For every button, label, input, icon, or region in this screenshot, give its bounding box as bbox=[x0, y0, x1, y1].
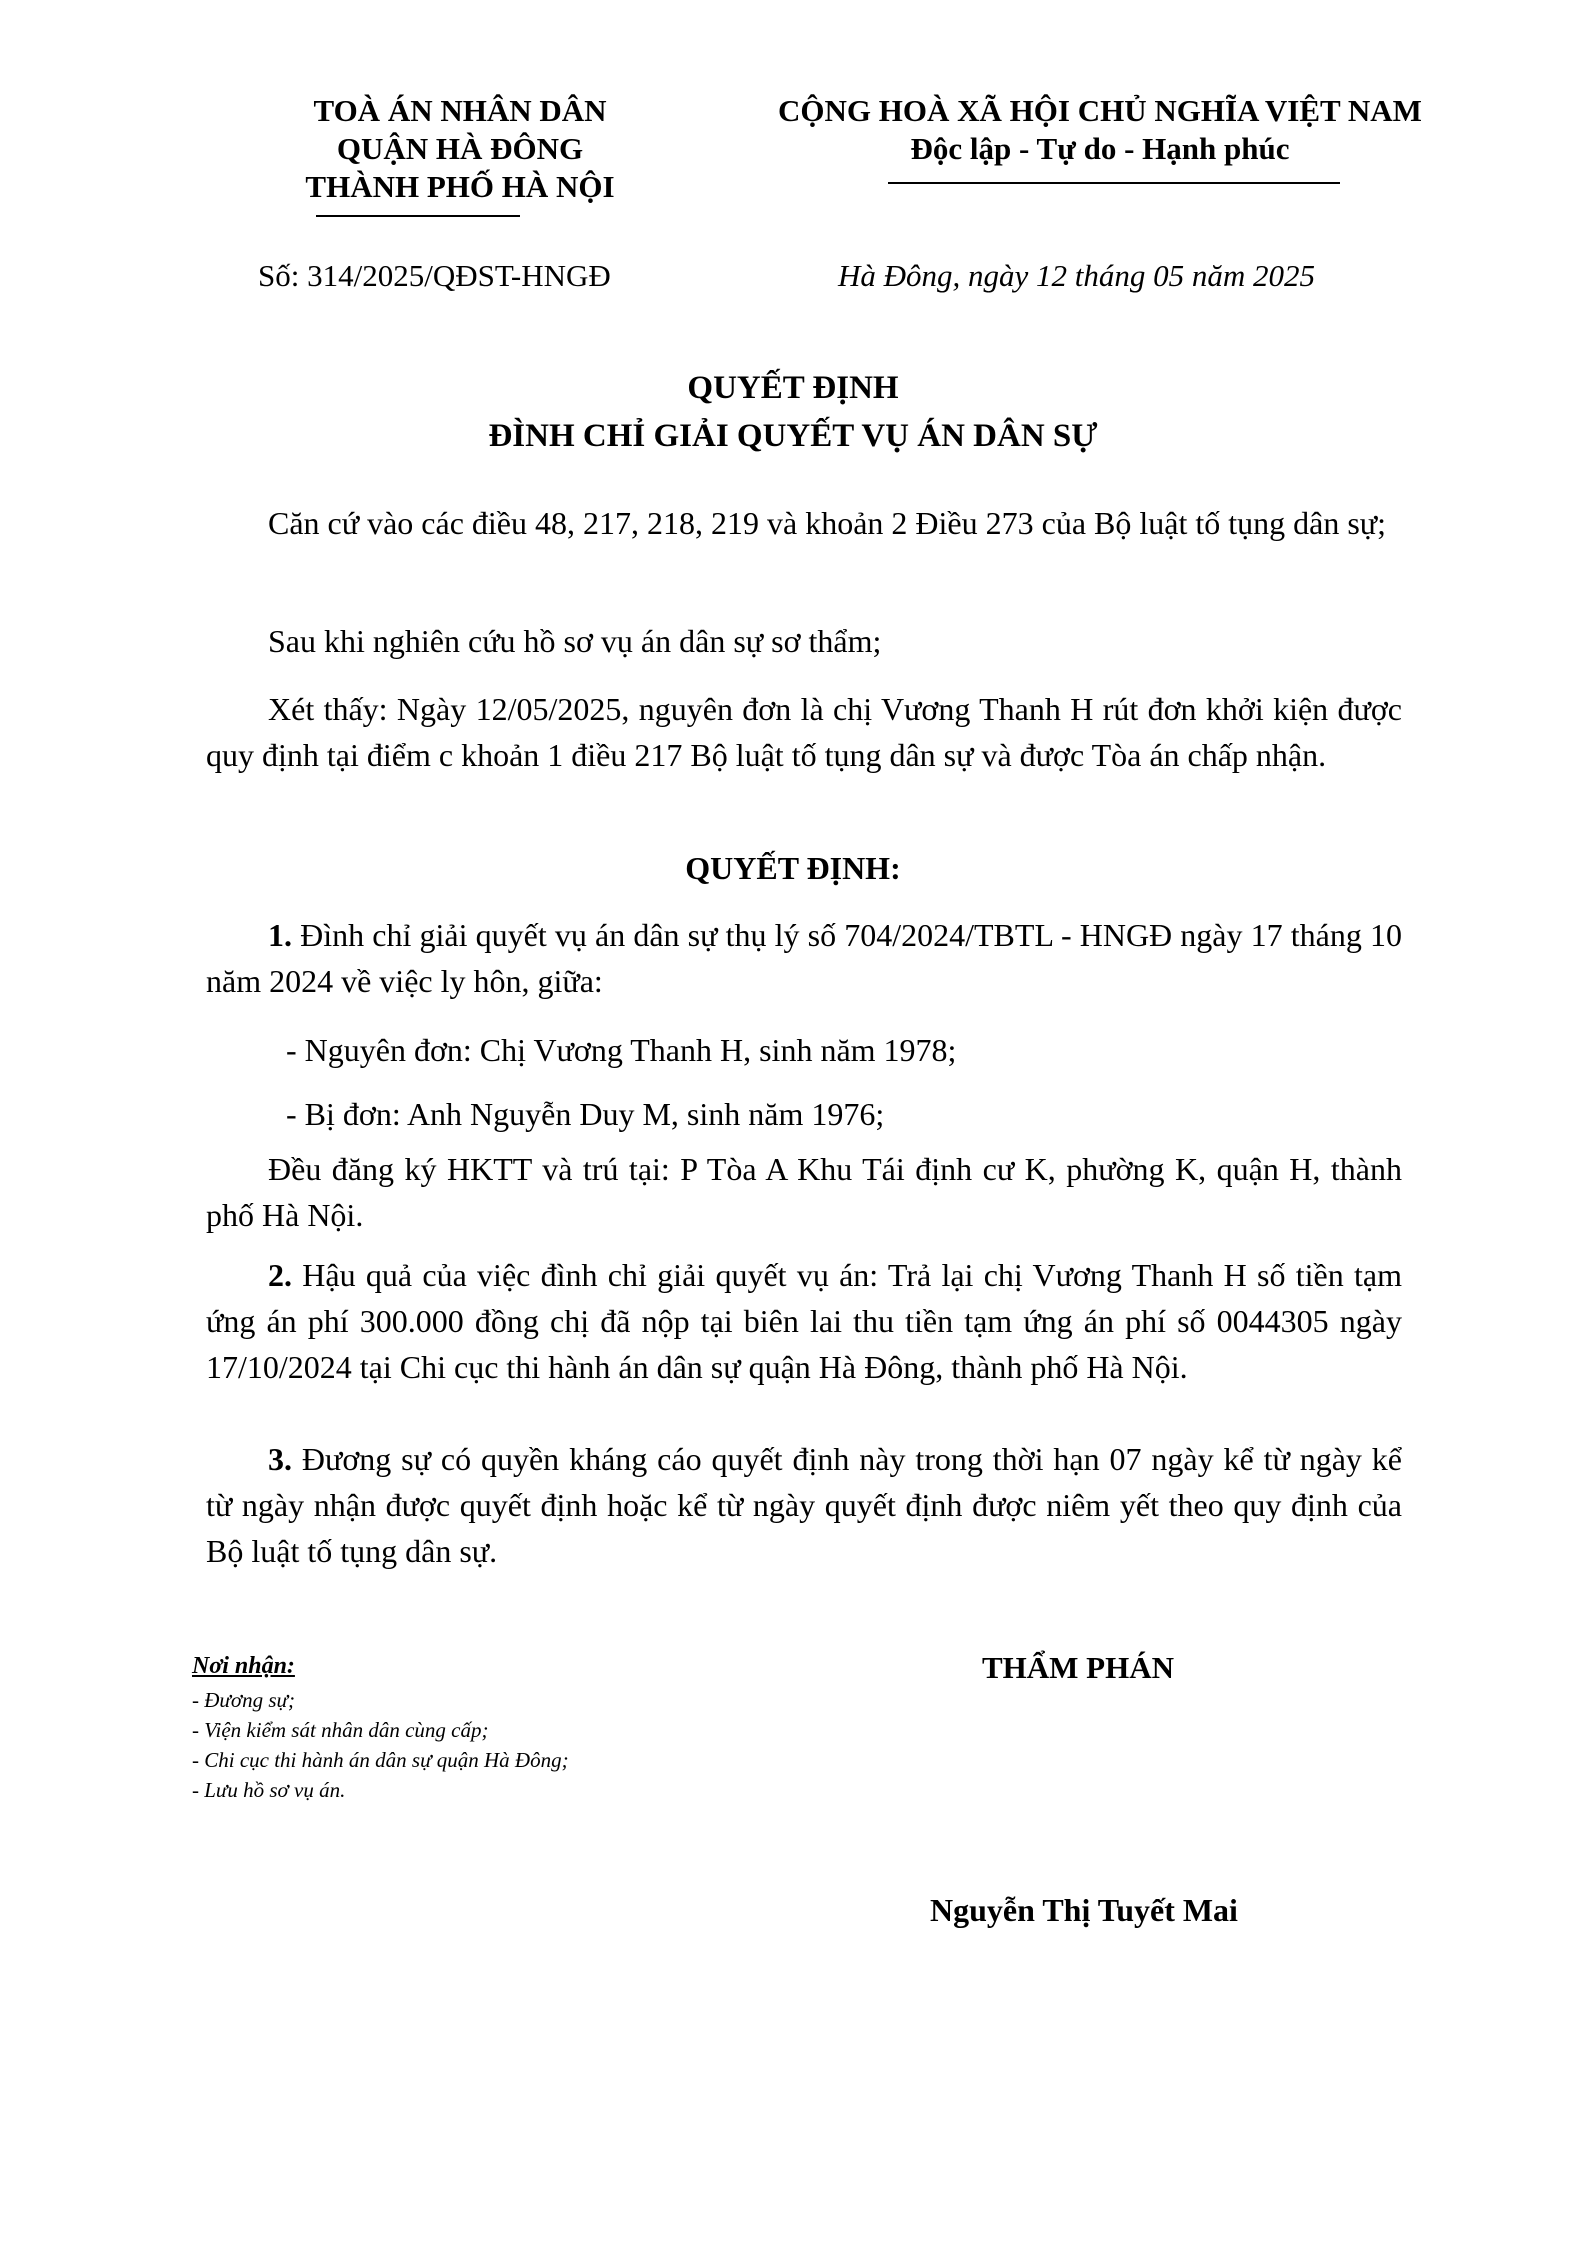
finding-statement: Xét thấy: Ngày 12/05/2025, nguyên đơn là chị Vương Thanh H rút đơn khởi kiện được quy định tại điểm c khoản 1 điều 217 Bộ luật tố tụng dân sự và được Tòa án chấp nhận. bbox=[206, 691, 1402, 773]
item-2-number: 2. bbox=[268, 1257, 292, 1293]
item-3-number: 3. bbox=[268, 1441, 292, 1477]
item-1-text: Đình chỉ giải quyết vụ án dân sự thụ lý số 704/2024/TBTL - HNGĐ ngày 17 tháng 10 năm 2024 về việc ly hôn, giữa: bbox=[206, 917, 1403, 999]
defendant-line: - Bị đơn: Anh Nguyễn Duy M, sinh năm 1976; bbox=[286, 1096, 885, 1132]
court-line-3: THÀNH PHỐ HÀ NỘI bbox=[305, 169, 615, 204]
signer-title: THẨM PHÁN bbox=[982, 1650, 1175, 1685]
decision-item-1 bbox=[206, 912, 1402, 1004]
recipient-item: - Lưu hồ sơ vụ án. bbox=[192, 1778, 346, 1802]
court-name bbox=[250, 92, 670, 206]
recipient-item: - Viện kiểm sát nhân dân cùng cấp; bbox=[192, 1718, 489, 1742]
motto: Độc lập - Tự do - Hạnh phúc bbox=[910, 131, 1290, 166]
country-name: CỘNG HOÀ XÃ HỘI CHỦ NGHĨA VIỆT NAM bbox=[778, 93, 1422, 128]
national-motto bbox=[740, 92, 1460, 168]
plaintiff-line: - Nguyên đơn: Chị Vương Thanh H, sinh năm 1978; bbox=[286, 1032, 957, 1068]
court-underline bbox=[316, 215, 520, 217]
document-number: Số: 314/2025/QĐST-HNGĐ bbox=[258, 258, 611, 293]
court-line-1: TOÀ ÁN NHÂN DÂN bbox=[313, 93, 607, 128]
recipient-item: - Chi cục thi hành án dân sự quận Hà Đông; bbox=[192, 1748, 569, 1772]
recipients-title: Nơi nhận: bbox=[192, 1653, 295, 1679]
decision-item-3 bbox=[206, 1436, 1402, 1574]
legal-basis: Căn cứ vào các điều 48, 217, 218, 219 và khoản 2 Điều 273 của Bộ luật tố tụng dân sự; bbox=[268, 505, 1387, 541]
item-3-text: Đương sự có quyền kháng cáo quyết định này trong thời hạn 07 ngày kể từ ngày kể từ ngày nhận được quyết định hoặc kể từ ngày quyết định được niêm yết theo quy định của Bộ luật tố tụng dân sự. bbox=[206, 1441, 1403, 1569]
item-2-text: Hậu quả của việc đình chỉ giải quyết vụ án: Trả lại chị Vương Thanh H số tiền tạm ứng án phí 300.000 đồng chị đã nộp tại biên lai thu tiền tạm ứng án phí số 0044305 ngày 17/10/2024 tại Chi cục thi hành án dân sự quận Hà Đông, thành phố Hà Nội. bbox=[206, 1257, 1402, 1385]
decision-heading: QUYẾT ĐỊNH: bbox=[685, 850, 901, 886]
document-subtitle: ĐÌNH CHỈ GIẢI QUYẾT VỤ ÁN DÂN SỰ bbox=[488, 418, 1098, 454]
recipient-item: - Đương sự; bbox=[192, 1688, 295, 1712]
place-date: Hà Đông, ngày 12 tháng 05 năm 2025 bbox=[838, 258, 1316, 293]
signer-name: Nguyễn Thị Tuyết Mai bbox=[930, 1892, 1238, 1928]
motto-underline bbox=[888, 182, 1340, 184]
court-line-2: QUẬN HÀ ĐÔNG bbox=[336, 131, 584, 166]
decision-item-2 bbox=[206, 1252, 1402, 1390]
review-statement: Sau khi nghiên cứu hồ sơ vụ án dân sự sơ thẩm; bbox=[268, 623, 882, 659]
address-line: Đều đăng ký HKTT và trú tại: P Tòa A Khu Tái định cư K, phường K, quận H, thành phố Hà Nội. bbox=[206, 1151, 1402, 1233]
item-1-number: 1. bbox=[268, 917, 292, 953]
document-title: QUYẾT ĐỊNH bbox=[687, 370, 899, 406]
